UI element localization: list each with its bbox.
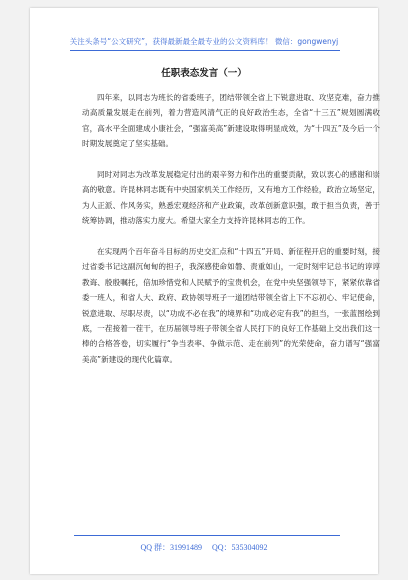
document-title: 任职表态发言（一） [161, 68, 247, 79]
body-paragraph-2: 同时对同志为改革发展稳定付出的艰辛努力和作出的重要贡献，致以衷心的感谢和崇高的敬意。许昆林同志既有中央国家机关工作经历，又有地方工作经验，政治立场坚定，为人正派、作风务实，熟悉宏观经济和产业政策，改革创新意识强，敢于担当负责，善于统筹协调，推动落实力度大。希望大家全力支持许昆林同志的工作。 [82, 170, 380, 226]
footer-qq-group: QQ 群：31991489 [140, 543, 202, 552]
body-paragraph-1: 四年来，以同志为班长的省委班子，团结带领全省上下锐意进取、攻坚克难，奋力推动高质量发展走在前列，着力营造风清气正的良好政治生态，全省“十三五”规划圆满收官，高水平全面建成小康社会，“强富美高”新建设取得明显成效，为“十四五”及今后一个时期发展奠定了坚实基础。 [82, 93, 380, 149]
header-promo-text: 关注头条号“公文研究”，获得最新最全最专业的公文资料库！ 微信：gongwenyj [69, 37, 339, 46]
document-page [30, 8, 378, 574]
footer-qq: QQ：535304092 [212, 543, 268, 552]
footer-divider [74, 535, 340, 536]
body-paragraph-3: 在实现两个百年奋斗目标的历史交汇点和“十四五”开局、新征程开启的重要时刻，接过省委书记这副沉甸甸的担子，我深感使命如磐、责重如山，一定时刻牢记总书记的谆谆教诲、殷殷嘱托，倍加珍惜党和人民赋予的宝贵机会，在党中央坚强领导下，紧紧依靠省委一班人，和省人大、政府、政协领导班子一道团结带领全省上下不忘初心、牢记使命，锐意进取、尽职尽责，以“功成不必在我”的境界和“功成必定有我”的担当，一张蓝图绘到底，一茬接着一茬干，在历届领导班子带领全省人民打下的良好工作基础上交出我们这一棒的合格答卷，切实履行“争当表率、争做示范、走在前列”的光荣使命，奋力谱写“强富美高”新建设的现代化篇章。 [82, 247, 380, 364]
header-divider [70, 50, 340, 51]
footer-contact [30, 542, 378, 553]
document-body [82, 90, 380, 367]
